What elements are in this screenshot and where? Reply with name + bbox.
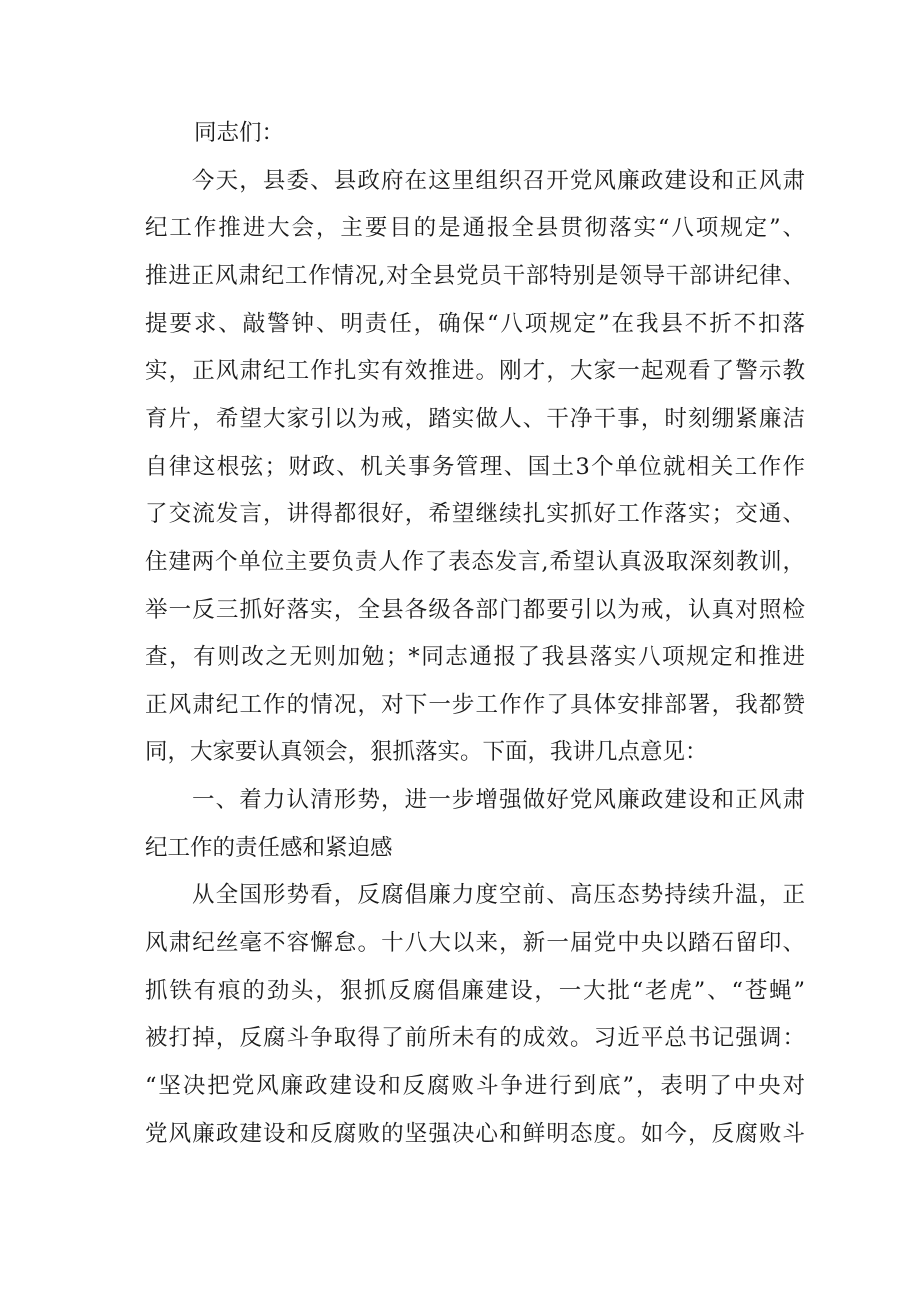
salutation: 同志们： [194, 120, 285, 146]
paragraph-1-line-9: 住建两个单位主要负责人作了表态发言,希望认真汲取深刻教训， [145, 549, 805, 575]
paragraph-1-line-1: 今天，县委、县政府在这里组织召开党风廉政建设和正风肃 [192, 168, 805, 194]
paragraph-1-line-4: 提要求、敲警钟、明责任，确保“八项规定”在我县不折不扣落 [145, 311, 805, 337]
paragraph-1-line-3: 推进正风肃纪工作情况,对全县党员干部特别是领导干部讲纪律、 [145, 263, 805, 289]
paragraph-2-line-4: 被打掉，反腐斗争取得了前所未有的成效。习近平总书记强调： [145, 1025, 805, 1051]
paragraph-2-line-1: 从全国形势看，反腐倡廉力度空前、高压态势持续升温，正 [192, 882, 805, 908]
paragraph-1-line-2: 纪工作推进大会，主要目的是通报全县贯彻落实“八项规定”、 [145, 215, 805, 241]
paragraph-1-line-11: 查，有则改之无则加勉；*同志通报了我县落实八项规定和推进 [145, 644, 805, 670]
paragraph-2-line-2: 风肃纪丝毫不容懈怠。十八大以来，新一届党中央以踏石留印、 [145, 930, 805, 956]
paragraph-1-line-13: 同，大家要认真领会，狠抓落实。下面，我讲几点意见： [145, 739, 708, 765]
paragraph-1-line-5: 实，正风肃纪工作扎实有效推进。刚才，大家一起观看了警示教 [145, 358, 805, 384]
paragraph-2-line-6: 党风廉政建设和反腐败的坚强决心和鲜明态度。如今，反腐败斗 [145, 1121, 805, 1147]
paragraph-1-line-12: 正风肃纪工作的情况，对下一步工作作了具体安排部署，我都赞 [145, 692, 805, 718]
paragraph-1-line-10: 举一反三抓好落实，全县各级各部门都要引以为戒，认真对照检 [145, 597, 805, 623]
paragraph-1-line-6: 育片，希望大家引以为戒，踏实做人、干净干事，时刻绷紧廉洁 [145, 406, 805, 432]
paragraph-2-line-5: “坚决把党风廉政建设和反腐败斗争进行到底”，表明了中央对 [145, 1073, 805, 1099]
heading-1-line-2: 纪工作的责任感和紧迫感 [145, 835, 393, 861]
paragraph-1-line-7: 自律这根弦；财政、机关事务管理、国土3个单位就相关工作作 [145, 454, 805, 480]
heading-1-line-1: 一、着力认清形势，进一步增强做好党风廉政建设和正风肃 [192, 787, 805, 813]
paragraph-1-line-8: 了交流发言，讲得都很好，希望继续扎实抓好工作落实；交通、 [145, 501, 805, 527]
paragraph-2-line-3: 抓铁有痕的劲头，狠抓反腐倡廉建设，一大批“老虎”、“苍蝇” [145, 978, 805, 1004]
